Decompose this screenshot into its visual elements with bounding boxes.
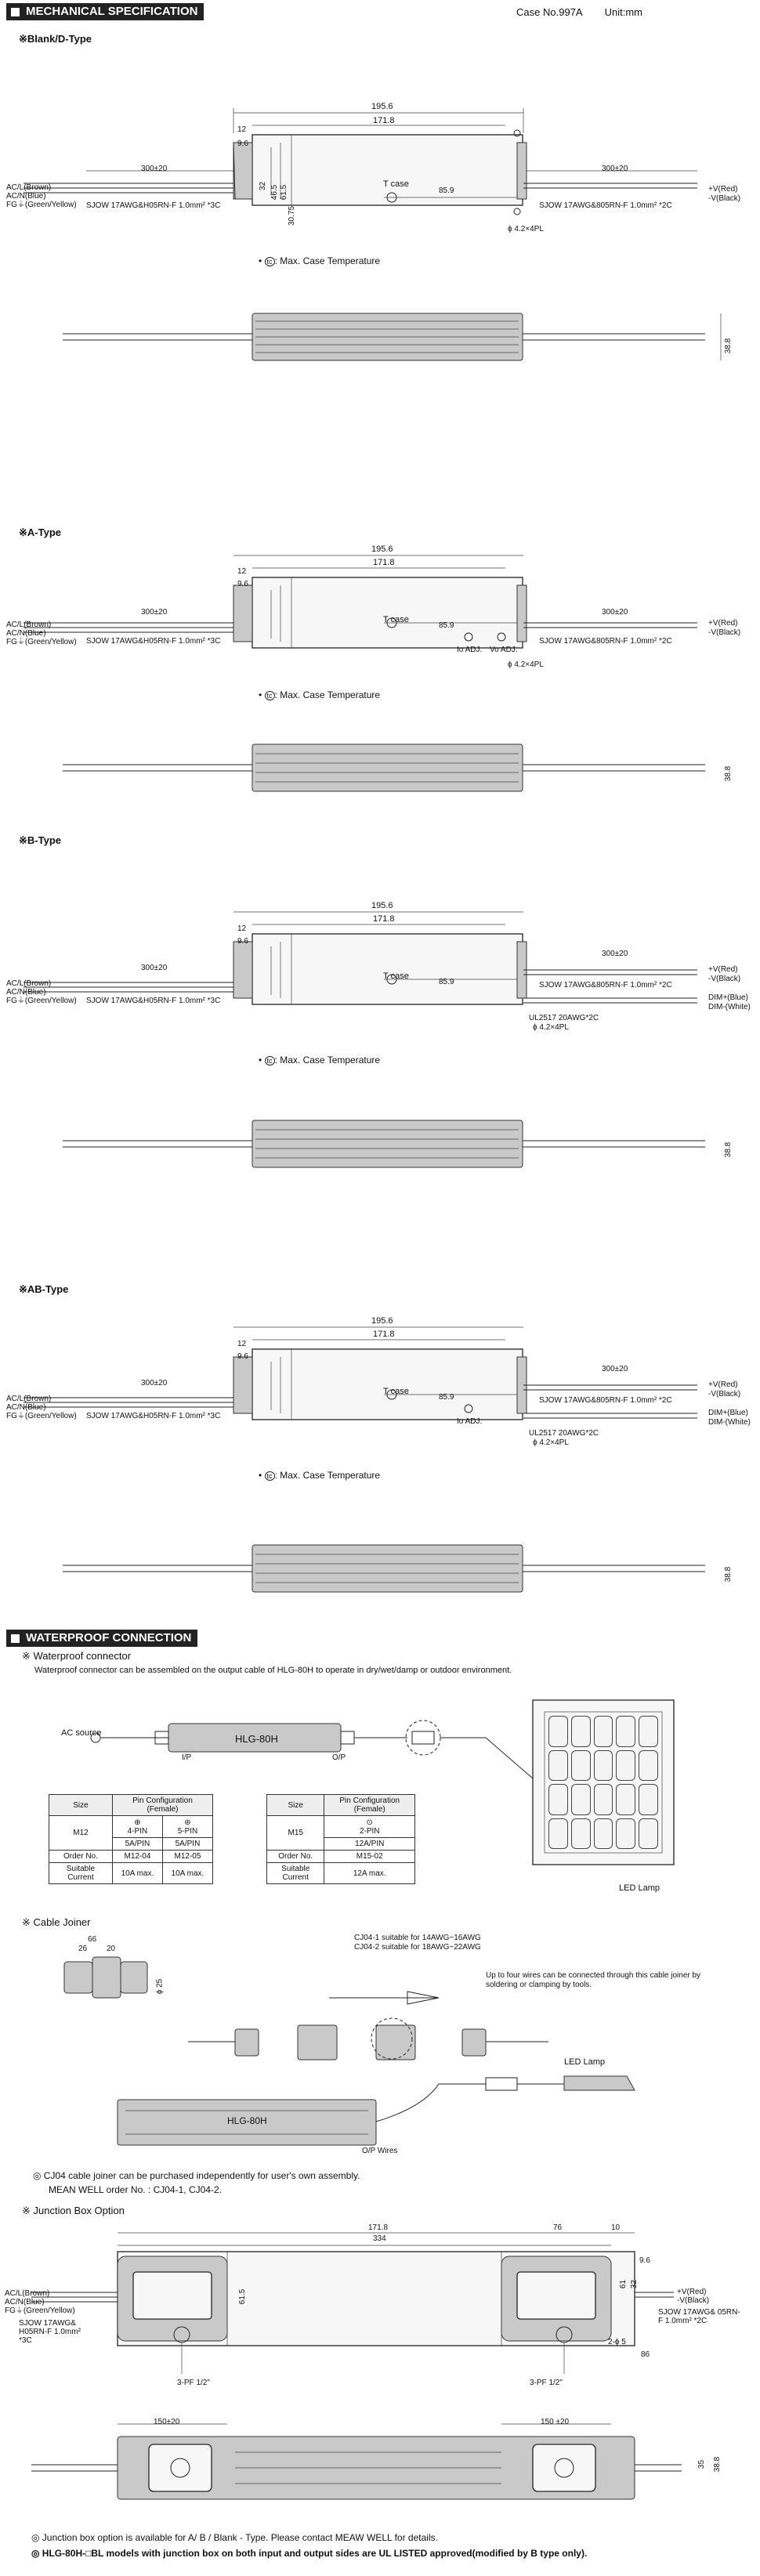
jbox-cable-out: SJOW 17AWG& 05RN-F 1.0mm² *2C [658, 2308, 740, 2325]
ul-label-b: UL2517 20AWG*2C [529, 1014, 599, 1022]
dim-height-a: 38.8 [724, 765, 733, 782]
dim-85-9-ab: 85.9 [439, 1393, 454, 1402]
tcase-label: T case [383, 179, 409, 189]
dim-overall-b: 195.6 [371, 901, 393, 910]
tcase-label-a: T case [383, 615, 409, 624]
dim-lead-in-a: 300±20 [141, 608, 168, 617]
output-labels-b: +V(Red) -V(Black) [708, 965, 741, 983]
jbox-pf1: 3-PF 1/2" [177, 2379, 210, 2387]
cable-in-ab: SJOW 17AWG&H05RN-F 1.0mm² *3C [86, 1412, 221, 1420]
hole-spec: ϕ 4.2×4PL [508, 225, 544, 233]
jbox-note1: ◎ Junction box option is available for A/ B / Blank - Type. Please contact MEAW WELL for details. [31, 2532, 438, 2543]
dim-30-75: 30.75 [288, 205, 297, 226]
led-cell [548, 1818, 568, 1850]
dim-20: 20 [107, 1945, 116, 1953]
waterproof-desc: Waterproof connector can be assembled on the output cable of HLG-80H to operate in dry/wet/damp or outdoor environment. [34, 1666, 512, 1675]
joiner-note2: MEAN WELL order No. : CJ04-1, CJ04-2. [49, 2184, 222, 2195]
led-cell [639, 1716, 658, 1747]
output-labels-a: +V(Red) -V(Black) [708, 619, 741, 637]
cj2-label: CJ04-2 suitable for 18AWG~22AWG [354, 1943, 481, 1952]
dim-lead-in: 300±20 [141, 165, 168, 173]
led-cell [548, 1784, 568, 1815]
jbox-side-drawing [0, 2413, 760, 2515]
jbox-pf2: 3-PF 1/2" [530, 2379, 563, 2387]
dim-12: 12 [237, 125, 247, 134]
dim-height-ab: 38.8 [724, 1566, 733, 1583]
m12-table: Size Pin Configuration (Female) M12 ⊕ 4-PIN ⊛ 5-PIN 5A/PIN 5A/PIN Order No. M12-04 M12-05 Suitable Current 10A max. 10A max. [49, 1794, 213, 1884]
hlg-model-label: HLG-80H [235, 1733, 278, 1745]
jbox-dim-76: 76 [553, 2223, 563, 2232]
led-cell [639, 1784, 658, 1815]
dim-inner-b: 171.8 [373, 914, 395, 924]
b-type-top-drawing [0, 901, 760, 1058]
led-cell [594, 1750, 613, 1782]
type-title-ab: ※AB-Type [19, 1283, 69, 1295]
io-adj-label: Io ADJ. [457, 646, 483, 654]
op-wires-label: O/P Wires [362, 2147, 398, 2155]
dim-46-5: 46.5 [270, 184, 280, 201]
joiner-model-label: HLG-80H [227, 2115, 267, 2126]
dim-inner: 171.8 [373, 116, 395, 125]
dim-26: 26 [78, 1945, 88, 1953]
ab-type-top-drawing [0, 1316, 760, 1473]
jbox-dim-61: 61 [619, 2279, 628, 2289]
joiner-up2: soldering or clamping by tools. [486, 1981, 592, 1989]
jbox-dim-9-6: 9.6 [639, 2256, 650, 2265]
tc-note-b: • tc : Max. Case Temperature [259, 1055, 381, 1065]
blank-type-top-drawing [0, 102, 760, 259]
joiner-drawing [0, 1951, 760, 2155]
jbox-note2: ◎ HLG-80H-□BL models with junction box on both input and output sides are UL LISTED approved(modified by B type only). [31, 2548, 588, 2559]
tcase-label-ab: T case [383, 1387, 409, 1396]
dim-lead-out-a: 300±20 [602, 608, 628, 617]
dim-lead-out: 300±20 [602, 165, 628, 173]
led-cell [548, 1750, 568, 1782]
jbox-dim-334: 334 [373, 2234, 386, 2243]
dim-overall-a: 195.6 [371, 545, 393, 554]
square-bullet-icon [11, 1634, 20, 1643]
jbox-dim-38-8: 38.8 [713, 2456, 722, 2473]
section-header-mechanical [6, 3, 204, 20]
led-cell [571, 1750, 591, 1782]
led-cell [639, 1750, 658, 1782]
joiner-title: ※ Cable Joiner [22, 1916, 91, 1928]
output-labels-blank: +V(Red) -V(Black) [708, 185, 741, 203]
jbox-output-labels: +V(Red) -V(Black) [677, 2288, 710, 2305]
led-cell [571, 1818, 591, 1850]
tcase-label-b: T case [383, 971, 409, 981]
jbox-cable-in: SJOW 17AWG& H05RN-F 1.0mm² *3C [19, 2319, 81, 2345]
dim-overall: 195.6 [371, 102, 393, 111]
type-title-a: ※A-Type [19, 526, 61, 538]
tc-note-a: • tc : Max. Case Temperature [259, 689, 381, 700]
dim-lead-in-ab: 300±20 [141, 1379, 168, 1387]
dim-85-9-a: 85.9 [439, 621, 454, 630]
input-labels-b: AC/L(Brown) AC/N(Blue) FG⏚(Green/Yellow) [6, 979, 77, 1005]
dim-9-6-a: 9.6 [237, 580, 248, 588]
cable-in-a: SJOW 17AWG&H05RN-F 1.0mm² *3C [86, 637, 221, 646]
input-labels-ab: AC/L(Brown) AC/N(Blue) FG⏚(Green/Yellow) [6, 1395, 77, 1420]
section-title: MECHANICAL SPECIFICATION [26, 5, 198, 18]
cable-out-blank: SJOW 17AWG&805RN-F 1.0mm² *2C [539, 201, 672, 210]
tc-note-blank: • tc : Max. Case Temperature [259, 255, 381, 266]
dim-overall-ab: 195.6 [371, 1316, 393, 1326]
dim-32: 32 [259, 181, 268, 191]
hole-spec-a: ϕ 4.2×4PL [508, 660, 544, 669]
hole-spec-b: ϕ 4.2×4PL [533, 1023, 569, 1032]
case-number: Case No.997A [516, 6, 583, 18]
dim-lead-out-b: 300±20 [602, 950, 628, 958]
ip-label: I/P [182, 1753, 192, 1762]
tc-icon: tc [265, 257, 275, 266]
square-bullet-icon [11, 8, 20, 16]
ac-source-label: AC source [61, 1728, 102, 1738]
jbox-dim-86: 86 [641, 2350, 650, 2359]
cable-in-b: SJOW 17AWG&H05RN-F 1.0mm² *3C [86, 997, 221, 1005]
jbox-dim-10: 10 [611, 2223, 621, 2232]
cable-out-a: SJOW 17AWG&805RN-F 1.0mm² *2C [539, 637, 672, 646]
vo-adj-label: Vo ADJ. [490, 646, 518, 654]
cable-out-b: SJOW 17AWG&805RN-F 1.0mm² *2C [539, 981, 672, 990]
led-cell [616, 1750, 635, 1782]
dim-85-9-b: 85.9 [439, 978, 454, 986]
m15-table: Size Pin Configuration (Female) M15 ⊙ 2-PIN 12A/PIN Order No. M15-02 Suitable Current 12A max. [266, 1794, 415, 1884]
led-cell [594, 1818, 613, 1850]
led-cell [616, 1818, 635, 1850]
joiner-note1: ◎ CJ04 cable joiner can be purchased independently for user's own assembly. [33, 2170, 360, 2181]
led-cell [594, 1716, 613, 1747]
dim-12-a: 12 [237, 567, 247, 576]
dim-9-6-b: 9.6 [237, 937, 248, 946]
op-label: O/P [332, 1753, 346, 1762]
dim-labels-ab: DIM+(Blue) DIM-(White) [708, 1409, 751, 1427]
dim-12-ab: 12 [237, 1340, 247, 1348]
dim-lead-out-ab: 300±20 [602, 1365, 628, 1373]
dim-lead-in-b: 300±20 [141, 964, 168, 972]
dim-labels-b: DIM+(Blue) DIM-(White) [708, 993, 751, 1011]
type-title-b: ※B-Type [19, 834, 61, 846]
led-cell [571, 1716, 591, 1747]
section-header-waterproof [6, 1630, 197, 1647]
led-grid [548, 1716, 658, 1849]
dim-inner-a: 171.8 [373, 558, 395, 567]
led-cell [616, 1784, 635, 1815]
dim-9-6-ab: 9.6 [237, 1352, 248, 1361]
jbox-dim-171-8: 171.8 [368, 2223, 389, 2232]
jbox-dim-35: 35 [697, 2459, 707, 2469]
a-type-top-drawing [0, 545, 760, 701]
led-cell [571, 1784, 591, 1815]
a-type-side-drawing [0, 736, 760, 807]
input-labels-blank: AC/L(Brown) AC/N(Blue) FG⏚(Green/Yellow) [6, 183, 77, 209]
dim-height-blank: 38.8 [724, 338, 733, 354]
led-cell [594, 1784, 613, 1815]
jbox-dim-61-5: 61.5 [238, 2288, 248, 2305]
jbox-input-labels: AC/L(Brown) AC/N(Blue) FG⏚(Green/Yellow) [5, 2289, 75, 2315]
io-adj-label-ab: Io ADJ. [457, 1417, 483, 1426]
dim-height-b: 38.8 [724, 1141, 733, 1158]
dim-61-5: 61.5 [280, 184, 289, 201]
b-type-side-drawing [0, 1113, 760, 1183]
type-title-blank: ※Blank/D-Type [19, 33, 92, 45]
tc-note-ab: • tc : Max. Case Temperature [259, 1470, 381, 1481]
joiner-led-label: LED Lamp [564, 2057, 605, 2067]
cj1-label: CJ04-1 suitable for 14AWG~16AWG [354, 1934, 481, 1942]
joiner-up1: Up to four wires can be connected through this cable joiner by [486, 1971, 701, 1980]
unit-label: Unit:mm [604, 6, 642, 18]
led-cell [548, 1716, 568, 1747]
section-title: WATERPROOF CONNECTION [26, 1631, 192, 1644]
ab-type-side-drawing [0, 1537, 760, 1608]
jbox-top-drawing [0, 2225, 760, 2413]
jbox-dim-150-a: 150±20 [154, 2418, 180, 2426]
jbox-dim-150-b: 150 ±20 [541, 2418, 570, 2426]
input-labels-a: AC/L(Brown) AC/N(Blue) FG⏚(Green/Yellow) [6, 620, 77, 646]
jbox-dim-2phi5: 2-ϕ 5 [608, 2338, 626, 2346]
cable-out-ab: SJOW 17AWG&805RN-F 1.0mm² *2C [539, 1396, 672, 1405]
blank-type-side-drawing [0, 306, 760, 392]
dim-phi25: ϕ 25 [155, 1978, 165, 1995]
case-info [516, 6, 642, 18]
dim-inner-ab: 171.8 [373, 1330, 395, 1339]
hole-spec-ab: ϕ 4.2×4PL [533, 1438, 569, 1447]
dim-66: 66 [88, 1935, 97, 1944]
led-cell [639, 1818, 658, 1850]
led-cell [616, 1716, 635, 1747]
jbox-dim-32: 32 [630, 2279, 639, 2289]
cable-in-blank: SJOW 17AWG&H05RN-F 1.0mm² *3C [86, 201, 221, 210]
ul-label-ab: UL2517 20AWG*2C [529, 1429, 599, 1438]
output-labels-ab: +V(Red) -V(Black) [708, 1380, 741, 1398]
dim-9-6: 9.6 [237, 139, 248, 148]
waterproof-sub: ※ Waterproof connector [22, 1650, 132, 1662]
jbox-title: ※ Junction Box Option [22, 2205, 125, 2216]
dim-12-b: 12 [237, 924, 247, 933]
led-lamp-label: LED Lamp [619, 1883, 660, 1893]
dim-85-9: 85.9 [439, 186, 454, 195]
